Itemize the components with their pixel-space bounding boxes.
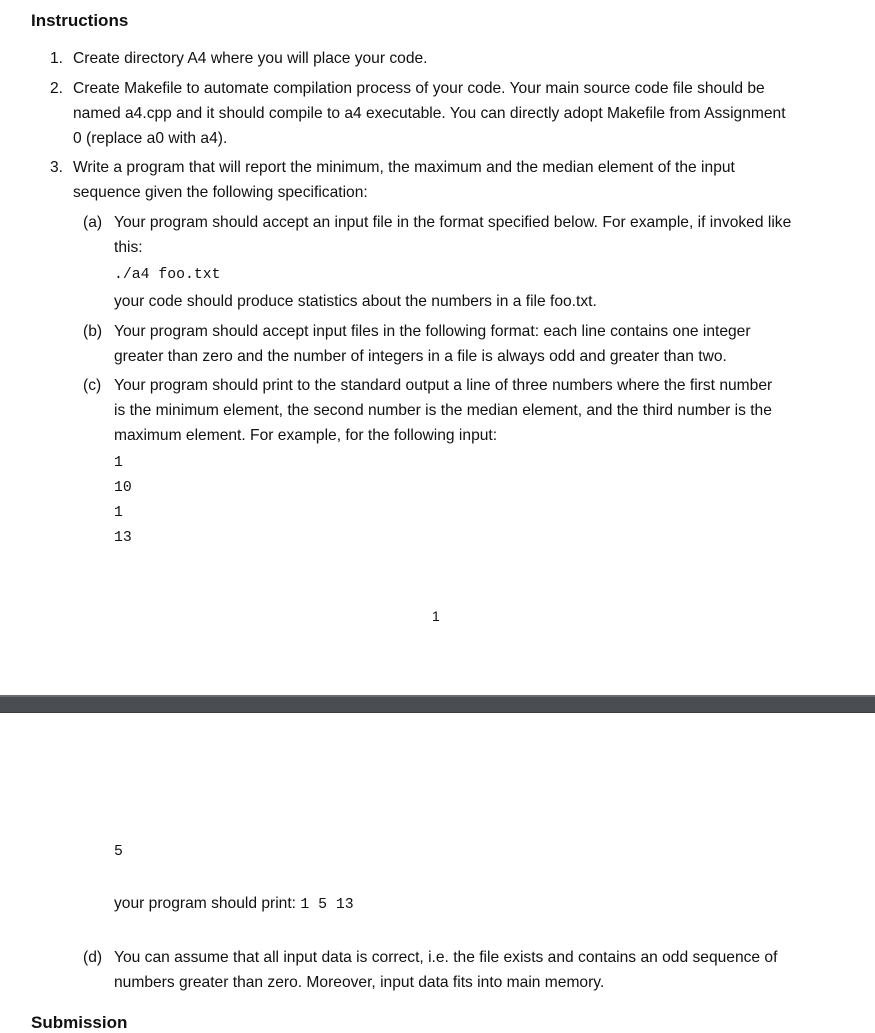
next-section-title: Submission (31, 1013, 128, 1032)
output-example (114, 894, 354, 915)
subitem-c-line-1: Your program should print to the standard output a line of three numbers where the first number (114, 377, 773, 394)
item-2-line-2: named a4.cpp and it should compile to a4 executable. You can directly adopt Makefile from Assignment (73, 105, 786, 122)
item-2-line-3: 0 (replace a0 with a4). (73, 130, 228, 147)
page-separator (0, 695, 875, 713)
subitem-b-line-1: Your program should accept input files in the following format: each line contains one integer (114, 323, 751, 340)
item-3-number: 3. (50, 159, 64, 176)
input-value-5: 5 (114, 844, 123, 860)
item-1-text-after: where you will place your code. (206, 50, 428, 67)
input-value-1: 1 (114, 455, 123, 471)
item-3-line-1: Write a program that will report the minimum, the maximum and the median element of the input (73, 159, 735, 176)
item-1-number: 1. (50, 50, 64, 67)
subitem-d-line-1: You can assume that all input data is correct, i.e. the file exists and contains an odd sequence of (114, 949, 778, 966)
section-title: Instructions (31, 11, 129, 30)
item-2-number: 2. (50, 80, 64, 97)
subitem-c-label: (c) (83, 377, 102, 394)
output-prefix: your program should print: (114, 895, 301, 912)
item-1-text-before: Create directory (73, 50, 188, 67)
subitem-b-label: (b) (83, 323, 103, 340)
subitem-a-line-1: Your program should accept an input file in the format specified below. For example, if invoked like (114, 214, 792, 231)
input-value-4: 13 (114, 530, 132, 546)
item-1-text (73, 49, 428, 69)
item-3-line-2: sequence given the following specification: (73, 184, 368, 201)
item-1-code: A4 (187, 50, 207, 67)
subitem-d-label: (d) (83, 949, 103, 966)
page-number: 1 (432, 608, 440, 624)
input-value-2: 10 (114, 480, 132, 496)
subitem-d-line-2: numbers greater than zero. Moreover, input data fits into main memory. (114, 974, 605, 991)
input-value-3: 1 (114, 505, 123, 521)
subitem-a-label: (a) (83, 214, 103, 231)
item-2-line-1: Create Makefile to automate compilation process of your code. Your main source code file should be (73, 80, 765, 97)
command-example: ./a4 foo.txt (114, 267, 221, 283)
subitem-b-line-2: greater than zero and the number of integers in a file is always odd and greater than two. (114, 348, 727, 365)
subitem-a-line-2: this: (114, 239, 143, 256)
output-value: 1 5 13 (300, 897, 354, 913)
subitem-a-after: your code should produce statistics about the numbers in a file foo.txt. (114, 293, 597, 310)
subitem-c-line-2: is the minimum element, the second number is the median element, and the third number is the (114, 402, 772, 419)
subitem-c-line-3: maximum element. For example, for the following input: (114, 427, 498, 444)
